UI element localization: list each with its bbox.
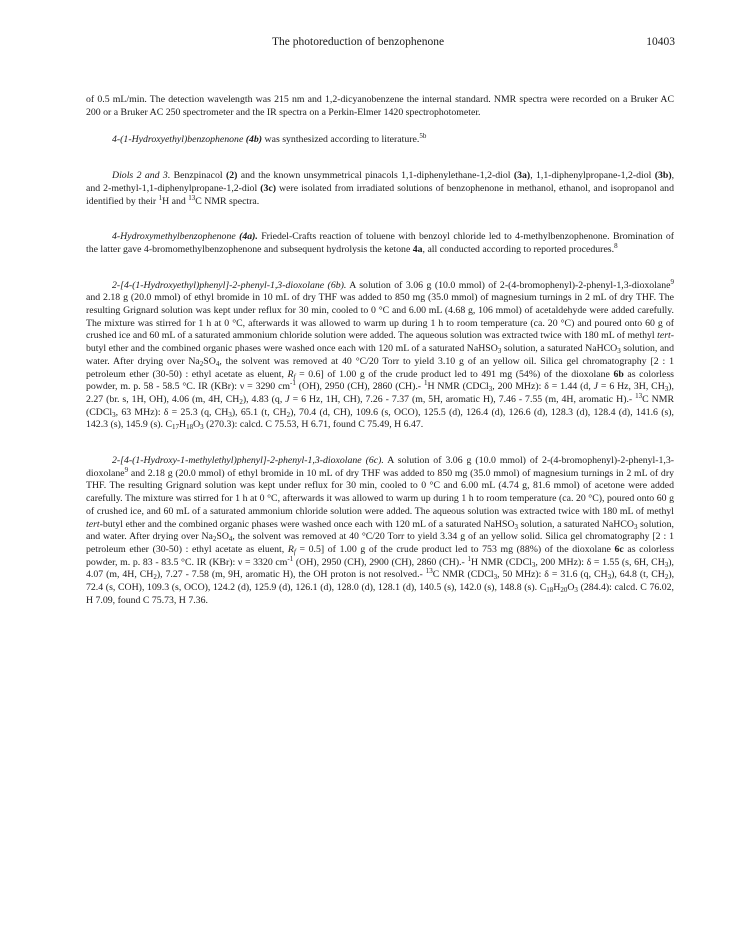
paragraph-text: H NMR (CDCl <box>470 556 532 568</box>
compound-label: (2) <box>225 170 238 182</box>
paragraph-text: -butyl ether and the combined organic phases were washed once each with 120 mL of a saturated NaHSO <box>86 330 674 355</box>
paragraph-text: and 2.18 g (20.0 mmol) of ethyl bromide in 10 mL of dry THF was added to 850 mg (35.0 mmol) of magnesium turnings in 2 mL of dry THF. The resulting Grignard solution was kept under reflux for 30 min, cooled to 0 °C and 6.00 mL (4.74 g, 81.6 mmol) of acetone were added carefully. The mixture was stirred for 1 h at 0 °C, afterwards it was allowed to warm up during 1 h to room temperature (ca. 20 °C), poured onto 60 g of crushed ice, and 60 mL of a saturated ammonium chloride solution were added. The aqueous solution was extracted twice with 180 mL of methyl <box>86 467 674 517</box>
reference-marker: 9 <box>124 465 129 474</box>
paragraph-text: H <box>179 419 187 431</box>
paragraph-6b <box>86 277 675 432</box>
subscript: 4 <box>228 535 233 544</box>
paragraph-text: C NMR (CDCl <box>432 569 494 581</box>
paragraph-text: solution, and water. After drying over Na <box>86 518 674 543</box>
paragraph-text: , 63 MHz): δ = 25.3 (q, CH <box>115 406 229 418</box>
paragraph-text: and the known unsymmetrical pinacols 1,1-diphenylethane-1,2-diol <box>237 170 514 182</box>
paragraph-text: (270.3): calcd. C 75.53, H 6.71, found C 75.49, H 6.47. <box>203 419 424 431</box>
subscript: 3 <box>531 560 536 569</box>
paragraph-text: and 2.18 g (20.0 mmol) of ethyl bromide in 10 mL of dry THF was added to 850 mg (35.0 mmol) of magnesium turnings in 2 mL of dry THF. The resulting Grignard solution was kept under reflux for 30 min, cooled to 0 °C and 6.00 mL (4.68 g, 106 mmol) of acetaldehyde were added carefully. The mixture was stirred for 1 h at 0 °C, afterwards it was allowed to warm up during 1 h to room temperature (ca. 20 °C) and poured onto 60 g of crushed ice and 60 mL of a saturated ammonium chloride solution were added. The aqueous solution was extracted twice with 180 mL of methyl <box>86 292 674 342</box>
subscript: 3 <box>488 385 493 394</box>
compound-label: (4b) <box>245 134 263 146</box>
paragraph-text: as colorless powder, m. p. 58 - 58.5 °C. IR (KBr): ν = 3290 cm <box>86 368 674 393</box>
subscript: 20 <box>560 586 568 595</box>
reference-marker: 5b <box>419 132 427 141</box>
paragraph-text: ), 2.27 (br. s, 1H, OH), 4.06 (m, 4H, CH <box>86 381 674 405</box>
subscript: 17 <box>172 423 179 432</box>
paragraph-text: solution, a saturated NaHCO <box>501 343 618 355</box>
isotope-superscript: 1 <box>423 379 428 388</box>
italic-text: J <box>285 393 290 405</box>
subscript: 3 <box>514 522 519 531</box>
paragraph-text: -butyl ether and the combined organic phases were washed once each with 120 mL of a saturated NaHSO <box>99 518 515 530</box>
paragraph-text: SO <box>203 355 216 367</box>
paragraph-text: ), 65.1 (t, CH <box>231 406 287 418</box>
paragraph-6c <box>86 455 674 607</box>
section-heading: Diols <box>112 170 134 182</box>
italic-text: R <box>287 543 294 555</box>
paragraph-diols <box>86 170 674 208</box>
body-text <box>86 94 674 631</box>
paragraph-text: = 6 Hz, 1H, CH), 7.26 - 7.37 (m, 5H, aromatic H), 7.46 - 7.55 (m, 4H, aromatic H).- <box>289 393 636 405</box>
compound-label: 4a <box>412 243 423 255</box>
paragraph-text: ), 4.83 (q, <box>242 393 286 405</box>
reference-marker: 9 <box>670 277 674 286</box>
subscript: 2 <box>153 573 157 582</box>
paragraph-text: (OH), 2950 (CH), 2900 (CH), 2860 (CH).- <box>293 556 468 568</box>
running-title: The photoreduction of benzophenone <box>272 36 445 48</box>
compound-label: 2 <box>136 170 142 182</box>
paragraph-text: = 0.5] of 1.00 g of the crude product led to 753 mg (88%) of the dioxolane <box>295 543 615 555</box>
subscript: 2 <box>286 410 291 419</box>
italic-text: tert <box>86 518 100 530</box>
paragraph-hplc-nmr <box>86 94 674 119</box>
paragraph-text: , 1,1-diphenylpropane-1,2-diol <box>530 170 655 182</box>
paragraph-text: ), 64.8 (t, CH <box>611 569 665 581</box>
isotope-superscript: 13 <box>635 391 643 400</box>
subscript: f <box>293 372 296 381</box>
subscript: 3 <box>633 522 638 531</box>
paragraph-text: , 200 MHz): δ = 1.55 (s, 6H, CH <box>535 556 665 568</box>
paragraph-text: of 0.5 mL/min. The detection wavelength was 215 nm and 1,2-dicyanobenzene the internal standard. NMR spectra were recorded on a Bruker AC 200 or a Bruker AC 250 spectrometer and the IR spectra on a Perkin-Elmer 1420 spectrophotometer. <box>86 94 674 118</box>
subscript: 18 <box>546 586 554 595</box>
paragraph-text: = 6 Hz, 3H, CH <box>598 381 665 393</box>
paragraph-text: (OH), 2950 (CH), 2860 (CH).- <box>295 381 424 393</box>
section-heading: 4-(1-Hydroxyethyl)benzophenone <box>112 134 244 146</box>
subscript: 3 <box>228 410 232 419</box>
compound-label: (3b) <box>654 170 672 182</box>
subscript: 3 <box>664 385 669 394</box>
subscript: 2 <box>664 573 669 582</box>
isotope-superscript: 13 <box>188 193 196 202</box>
section-heading: 2-[4-(1-Hydroxyethyl)phenyl]-2-phenyl-1,3-dioxolane (6b). <box>112 279 347 291</box>
paragraph-text: , and 2-methyl-1,1-diphenylpropane-1,2-diol <box>86 170 675 194</box>
paragraph-text: ), 72.4 (s, COH), 109.3 (s, OCO), 124.2 (d), 125.9 (d), 126.1 (d), 128.0 (d), 128.1 (d), 140.5 (s), 142.0 (s), 148.8 (s). C <box>86 569 675 594</box>
subscript: 2 <box>212 535 217 544</box>
italic-text: R <box>287 368 294 380</box>
compound-label: (3a) <box>513 170 531 182</box>
paragraph-text: H and <box>162 195 189 207</box>
compound-label: 6b <box>613 368 624 380</box>
subscript: 2 <box>239 397 243 406</box>
subscript: f <box>293 547 296 556</box>
italic-text: J <box>593 381 599 393</box>
subscript: 2 <box>199 359 204 368</box>
superscript: -1 <box>287 554 294 563</box>
paragraph-text: H <box>553 582 561 594</box>
subscript: 3 <box>497 347 502 356</box>
paragraph-text: solution, and water. After drying over Na <box>86 343 674 367</box>
subscript: 4 <box>215 359 220 368</box>
section-heading: and <box>144 170 160 182</box>
subscript: 3 <box>664 560 669 569</box>
paragraph-text: = 0.6] of 1.00 g of the crude product led to 491 mg (54%) of the dioxolane <box>295 368 614 380</box>
paragraph-text: was synthesized according to literature. <box>262 134 420 146</box>
paragraph-text: ), 4.07 (m, 4H, CH <box>86 556 674 581</box>
superscript: -1 <box>290 379 296 388</box>
paragraph-text: , 200 MHz): δ = 1.44 (d, <box>492 381 594 393</box>
paragraph-text: C NMR (CDCl <box>86 393 675 418</box>
paragraph-text: A solution of 3.06 g (10.0 mmol) of 2-(4-bromophenyl)-2-phenyl-1,3-dioxolane <box>86 455 674 479</box>
compound-label: 6c <box>614 543 624 555</box>
paragraph-text: A solution of 3.06 g (10.0 mmol) of 2-(4-bromophenyl)-2-phenyl-1,3-dioxolane <box>346 279 671 291</box>
page-number: 10403 <box>646 36 675 48</box>
paragraph-text: SO <box>216 531 229 543</box>
subscript: 3 <box>493 573 498 582</box>
paragraph-text: , the solvent was removed at 40 °C/20 Torr to yield 3.34 g of an yellow solid. Silica gel chromatography [2 : 1 petroleum ether (30-50) : ethyl acetate as eluent, <box>86 531 674 555</box>
paragraph-text: C NMR spectra. <box>195 195 260 207</box>
paragraph-text: ), 70.4 (d, CH), 109.6 (s, OCO), 125.5 (d), 126.4 (d), 126.6 (d), 128.3 (d), 128.4 (d), 141.6 (s), 142.3 (s), 145.9 (s). C <box>86 406 675 431</box>
subscript: 3 <box>607 573 612 582</box>
compound-label: (4a). <box>239 231 258 243</box>
subscript: 3 <box>112 410 116 419</box>
subscript: 3 <box>574 586 578 595</box>
section-heading: 4-Hydroxymethylbenzophenone <box>112 231 236 243</box>
paragraph-text: Benzpinacol <box>170 170 226 182</box>
paragraph-text: O <box>567 582 575 594</box>
paragraph-text: Friedel-Crafts reaction of toluene with benzoyl chloride led to 4-methylbenzophenone. Bromination of the latter gave 4-bromomethylbenzophenone and subsequent hydrolysis the ketone <box>86 231 674 255</box>
paragraph-4b <box>86 134 674 147</box>
subscript: 3 <box>200 423 204 432</box>
paragraph-text: (284.4): calcd. C 76.02, H 7.09, found C 75.73, H 7.36. <box>86 582 674 606</box>
section-heading: 2-[4-(1-Hydroxy-1-methylethyl)phenyl]-2-phenyl-1,3-dioxolane (6c). <box>112 455 384 467</box>
paragraph-text: were isolated from irradiated solutions of benzophenone in methanol, ethanol, and isopropanol and identified by their <box>86 182 674 207</box>
compound-label: 3. <box>162 170 171 182</box>
italic-text: tert <box>657 330 671 342</box>
paragraph-text: solution, a saturated NaHCO <box>518 518 634 530</box>
paragraph-4a <box>86 231 674 256</box>
paragraph-text: , all conducted according to reported procedures. <box>422 243 615 255</box>
subscript: 18 <box>186 423 194 432</box>
paragraph-text: H NMR (CDCl <box>427 381 489 393</box>
paragraph-text: , the solvent was removed at 40 °C/20 Torr to yield 3.10 g of an yellow oil. Silica gel chromatography [2 : 1 petroleum ether (30-50) : ethyl acetate as eluent, <box>86 355 675 380</box>
paragraph-text: ), 7.27 - 7.58 (m, 9H, aromatic H), the OH proton is not resolved.- <box>156 569 426 581</box>
reference-marker: 8 <box>614 241 618 250</box>
isotope-superscript: 1 <box>158 193 163 202</box>
paragraph-text: as colorless powder, m. p. 83 - 83.5 °C. IR (KBr): ν = 3320 cm <box>86 543 675 568</box>
isotope-superscript: 13 <box>425 567 433 576</box>
paragraph-text: , 50 MHz): δ = 31.6 (q, CH <box>497 569 608 581</box>
subscript: 3 <box>617 347 621 356</box>
paragraph-text: O <box>193 419 201 431</box>
isotope-superscript: 1 <box>467 554 471 563</box>
compound-label: (3c) <box>260 182 276 194</box>
